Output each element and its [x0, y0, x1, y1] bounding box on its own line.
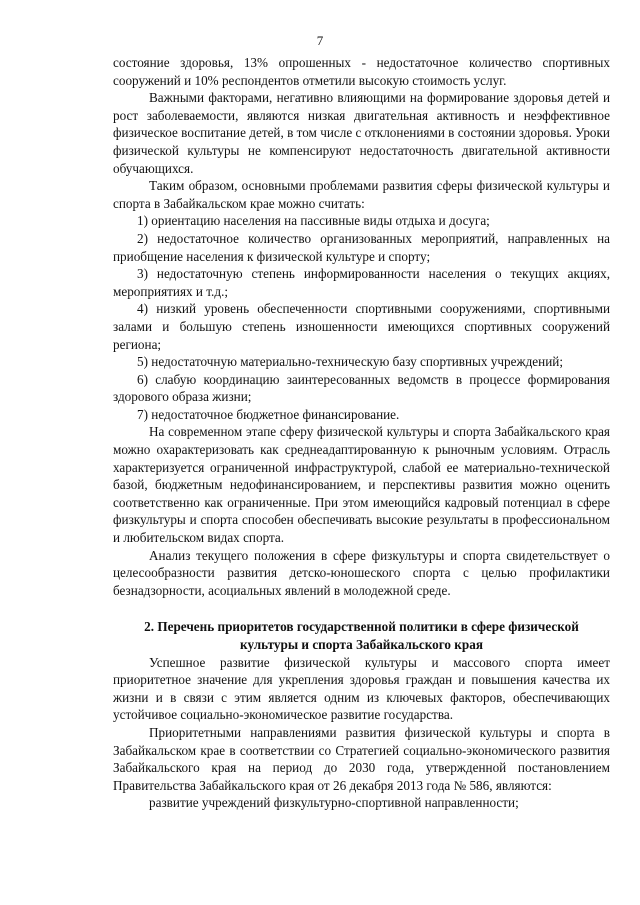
paragraph: Таким образом, основными проблемами развития сферы физической культуры и спорта в Забайкальском крае можно считать: — [113, 178, 610, 211]
list-item: 7) недостаточное бюджетное финансирование. — [137, 406, 400, 422]
paragraph: состояние здоровья, 13% опрошенных - недостаточное количество спортивных сооружений и 10% респондентов отметили высокую стоимость услуг. — [113, 55, 610, 88]
list-item: 1) ориентацию населения на пассивные виды отдыха и досуга; — [137, 213, 490, 229]
page-body — [113, 54, 610, 812]
paragraph: Приоритетными направлениями развития физической культуры и спорта в Забайкальском крае в соответствии со Стратегией социально-экономического развития Забайкальского края на период до 2030 года, утвержденной постановлением Правительства Забайкальского края от 26 декабря 2013 года № 586, являются: — [113, 724, 610, 793]
paragraph: развитие учреждений физкультурно-спортивной направленности; — [149, 795, 519, 811]
paragraph: На современном этапе сферу физической культуры и спорта Забайкальского края можно охарактеризовать как среднеадаптированную к рыночным условиям. Отрасль характеризуется ограниченной инфраструктурой, слабой ее материально-технической базой, бюджетным недофинансированием, и перспективы развития можно оценить соответственно как ограниченные. При этом имеющийся кадровый потенциал в сфере физкультуры и спорта способен обеспечивать высокие результаты в профессиональном и любительском видах спорта. — [113, 424, 610, 546]
paragraph: Успешное развитие физической культуры и массового спорта имеет приоритетное значение для укрепления здоровья граждан и повышения качества их жизни и в связи с этим является одним из ключевых факторов, обеспечивающих устойчивое социально-экономическое развитие государства. — [113, 654, 610, 723]
list-item: 5) недостаточную материально-техническую базу спортивных учреждений; — [137, 354, 563, 370]
list-item: 3) недостаточную степень информированности населения о текущих акциях, мероприятиях и т.д.; — [113, 266, 610, 299]
list-item: 4) низкий уровень обеспеченности спортивными сооружениями, спортивными залами и большую степень изношенности имеющихся спортивных сооружений региона; — [113, 301, 610, 352]
section-heading: 2. Перечень приоритетов государственной политики в сфере физической культуры и спорта Забайкальского края — [144, 619, 579, 652]
page-number: 7 — [316, 33, 324, 48]
list-item: 2) недостаточное количество организованных мероприятий, направленных на приобщение населения к физической культуре и спорту; — [113, 230, 610, 264]
paragraph: Важными факторами, негативно влияющими на формирование здоровья детей и рост заболеваемости, являются низкая двигательная активность и неэффективное физическое воспитание детей, в том числе с отклонениями в состоянии здоровья. Уроки физической культуры не компенсируют недостаточность двигательной активности обучающихся. — [113, 90, 610, 176]
paragraph: Анализ текущего положения в сфере физкультуры и спорта свидетельствует о целесообразности развития детско-юношеского спорта с целью профилактики безнадзорности, асоциальных явлений в молодежной среде. — [113, 547, 610, 598]
list-item: 6) слабую координацию заинтересованных ведомств в процессе формирования здорового образа жизни; — [113, 371, 610, 405]
